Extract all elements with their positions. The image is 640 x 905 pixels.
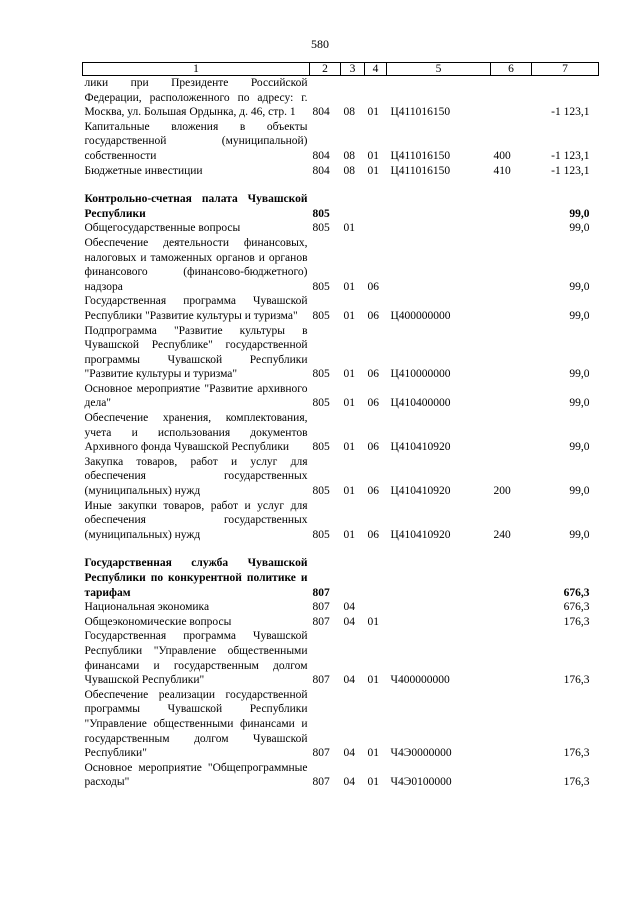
- cell-expense-type-code: [491, 688, 532, 761]
- cell-section-code: 01: [343, 368, 355, 381]
- cell-amount: 99,0: [569, 441, 590, 454]
- cell-description: Обеспечение деятельности финансовых, налоговых и таможенных органов и органов финансового (финансово-бюджетного) надзора: [84, 236, 308, 293]
- table-row: [83, 455, 599, 499]
- cell-section-code: 01: [343, 280, 355, 293]
- cell-chapter-code: 804: [312, 106, 330, 119]
- cell-target-article-code: Ч400000000: [390, 674, 450, 687]
- cell-target-article-code: [387, 600, 491, 615]
- cell-subsection-code: 06: [367, 485, 379, 498]
- cell-target-article-code: Ц410410920: [390, 485, 451, 498]
- table-row: [83, 221, 599, 236]
- cell-subsection-code: 01: [367, 615, 379, 628]
- cell-target-article-code: Ц400000000: [390, 309, 451, 322]
- cell-chapter-code: 805: [312, 528, 330, 541]
- cell-amount: 99,0: [569, 397, 590, 410]
- cell-section-code: 04: [343, 776, 355, 789]
- column-header-5: 5: [387, 63, 491, 76]
- cell-section-code: 01: [343, 528, 355, 541]
- cell-amount: 176,3: [563, 615, 590, 628]
- cell-section-code: 01: [343, 485, 355, 498]
- cell-section-code: 04: [343, 747, 355, 760]
- cell-target-article-code: Ц410400000: [390, 397, 451, 410]
- cell-description: Государственная служба Чувашской Республики по конкурентной политике и тарифам: [84, 557, 308, 599]
- cell-amount: 176,3: [563, 674, 590, 687]
- cell-expense-type-code: [491, 411, 532, 455]
- cell-expense-type-code: 400: [493, 149, 511, 162]
- cell-amount: 99,0: [569, 485, 590, 498]
- cell-target-article-code: [387, 221, 491, 236]
- table-row: [83, 615, 599, 630]
- cell-section-code: 01: [343, 309, 355, 322]
- budget-table: [82, 62, 599, 790]
- cell-target-article-code: [387, 615, 491, 630]
- cell-expense-type-code: [491, 236, 532, 294]
- table-row: [83, 600, 599, 615]
- cell-section-code: 01: [343, 397, 355, 410]
- cell-description: Контрольно-счетная палата Чувашской Республики: [84, 193, 308, 220]
- cell-target-article-code: Ц410000000: [390, 368, 451, 381]
- cell-amount: -1 123,1: [551, 149, 590, 162]
- cell-amount: 176,3: [563, 747, 590, 760]
- cell-subsection-code: 06: [367, 528, 379, 541]
- table-row: [83, 76, 599, 120]
- table-row: [83, 294, 599, 323]
- cell-description: Обеспечение хранения, комплектования, учета и использования документов Архивного фонда Чувашской Республики: [84, 412, 308, 454]
- cell-target-article-code: Ц411016150: [390, 164, 451, 177]
- cell-chapter-code: 805: [312, 280, 330, 293]
- cell-expense-type-code: [491, 761, 532, 790]
- cell-target-article-code: Ц410410920: [390, 528, 451, 541]
- cell-description: Бюджетные инвестиции: [84, 164, 203, 177]
- cell-expense-type-code: [491, 294, 532, 323]
- table-row: [83, 499, 599, 543]
- cell-amount: 676,3: [563, 586, 590, 599]
- table-row: [83, 761, 599, 790]
- spacer-row: [83, 178, 599, 192]
- cell-description: Закупка товаров, работ и услуг для обеспечения государственных (муниципальных) нужд: [84, 455, 308, 498]
- cell-section-code: 04: [343, 601, 355, 614]
- cell-expense-type-code: [491, 629, 532, 687]
- cell-subsection-code: [365, 556, 387, 600]
- cell-chapter-code: 807: [312, 601, 330, 614]
- column-header-7: 7: [532, 63, 599, 76]
- cell-section-code: 08: [343, 149, 355, 162]
- spacer-cell: [83, 178, 599, 192]
- table-row: [83, 629, 599, 687]
- cell-subsection-code: [365, 600, 387, 615]
- cell-chapter-code: 805: [312, 309, 330, 322]
- page-number: 580: [311, 37, 329, 51]
- cell-section-code: 08: [343, 164, 355, 177]
- cell-expense-type-code: [491, 192, 532, 221]
- cell-description: Подпрограмма "Развитие культуры в Чувашской Республике" государственной программы Чувашской Республики "Развитие культуры и туризма": [84, 324, 308, 381]
- cell-description: Капитальные вложения в объекты государственной (муниципальной) собственности: [84, 120, 308, 162]
- table-row: [83, 120, 599, 164]
- cell-subsection-code: 06: [367, 280, 379, 293]
- cell-section-code: [341, 192, 365, 221]
- cell-chapter-code: 805: [312, 397, 330, 410]
- cell-subsection-code: 06: [367, 368, 379, 381]
- cell-chapter-code: 807: [312, 615, 330, 628]
- table-row: [83, 688, 599, 761]
- section-header-row: [83, 192, 599, 221]
- table-row: [83, 164, 599, 179]
- cell-section-code: [341, 556, 365, 600]
- cell-target-article-code: Ч4Э0000000: [390, 747, 452, 760]
- cell-chapter-code: 805: [312, 441, 330, 454]
- cell-expense-type-code: 240: [493, 528, 511, 541]
- cell-section-code: 08: [343, 106, 355, 119]
- cell-amount: 99,0: [569, 309, 590, 322]
- cell-target-article-code: Ц411016150: [390, 149, 451, 162]
- cell-section-code: 01: [343, 222, 355, 235]
- table-body: [83, 76, 599, 790]
- cell-target-article-code: Ц411016150: [390, 106, 451, 119]
- cell-amount: 176,3: [563, 776, 590, 789]
- table-row: [83, 382, 599, 411]
- cell-expense-type-code: [491, 382, 532, 411]
- cell-chapter-code: 807: [312, 776, 330, 789]
- cell-chapter-code: 805: [312, 485, 330, 498]
- cell-amount: -1 123,1: [551, 106, 590, 119]
- table-header: [83, 63, 599, 76]
- cell-expense-type-code: [491, 600, 532, 615]
- cell-description: Национальная экономика: [84, 601, 210, 614]
- table-row: [83, 411, 599, 455]
- cell-subsection-code: 06: [367, 309, 379, 322]
- cell-description: Основное мероприятие "Развитие архивного дела": [84, 382, 308, 410]
- cell-target-article-code: [387, 236, 491, 294]
- table-row: [83, 236, 599, 294]
- cell-expense-type-code: [491, 221, 532, 236]
- cell-subsection-code: 01: [367, 776, 379, 789]
- cell-expense-type-code: 200: [493, 485, 511, 498]
- cell-chapter-code: 807: [312, 586, 330, 599]
- cell-amount: -1 123,1: [551, 164, 590, 177]
- cell-target-article-code: [387, 556, 491, 600]
- cell-expense-type-code: [491, 615, 532, 630]
- cell-amount: 99,0: [569, 368, 590, 381]
- section-header-row: [83, 556, 599, 600]
- cell-subsection-code: 01: [367, 674, 379, 687]
- column-header-2: 2: [310, 63, 341, 76]
- column-header-1: 1: [83, 63, 310, 76]
- cell-chapter-code: 807: [312, 747, 330, 760]
- cell-chapter-code: 805: [312, 222, 330, 235]
- cell-amount: 99,0: [569, 528, 590, 541]
- cell-description: Общеэкономические вопросы: [84, 615, 232, 628]
- cell-description: лики при Президенте Российской Федерации, расположенного по адресу: г. Москва, ул. Большая Ордынка, д. 46, стр. 1: [84, 77, 308, 119]
- cell-subsection-code: 01: [367, 149, 379, 162]
- column-header-3: 3: [341, 63, 365, 76]
- cell-chapter-code: 805: [312, 368, 330, 381]
- spacer-cell: [83, 542, 599, 556]
- column-header-6: 6: [491, 63, 532, 76]
- column-header-4: 4: [365, 63, 387, 76]
- cell-description: Обеспечение реализации государственной программы Чувашской Республики "Управление общественными финансами и государственным долгом Чувашской Республики": [84, 688, 308, 760]
- header-row: [83, 63, 599, 76]
- cell-chapter-code: 804: [312, 149, 330, 162]
- table-row: [83, 324, 599, 382]
- cell-description: Общегосударственные вопросы: [84, 222, 241, 235]
- cell-amount: 99,0: [569, 222, 590, 235]
- cell-target-article-code: Ч4Э0100000: [390, 776, 452, 789]
- cell-subsection-code: 01: [367, 747, 379, 760]
- cell-section-code: 04: [343, 674, 355, 687]
- cell-amount: 99,0: [569, 207, 590, 220]
- cell-section-code: 01: [343, 441, 355, 454]
- cell-chapter-code: 805: [312, 207, 330, 220]
- cell-description: Иные закупки товаров, работ и услуг для обеспечения государственных (муниципальных) нужд: [84, 499, 308, 541]
- cell-expense-type-code: [491, 324, 532, 382]
- cell-description: Государственная программа Чувашской Республики "Управление общественными финансами и государственным долгом Чувашской Республики": [84, 630, 308, 687]
- cell-chapter-code: 804: [312, 164, 330, 177]
- cell-subsection-code: [365, 221, 387, 236]
- cell-expense-type-code: [491, 556, 532, 600]
- cell-amount: 99,0: [569, 280, 590, 293]
- cell-subsection-code: 01: [367, 164, 379, 177]
- cell-section-code: 04: [343, 615, 355, 628]
- cell-expense-type-code: 410: [493, 164, 511, 177]
- cell-description: Основное мероприятие "Общепрограммные расходы": [84, 761, 308, 789]
- cell-subsection-code: 06: [367, 441, 379, 454]
- cell-target-article-code: [387, 192, 491, 221]
- cell-amount: 676,3: [563, 601, 590, 614]
- cell-description: Государственная программа Чувашской Республики "Развитие культуры и туризма": [84, 295, 308, 322]
- spacer-row: [83, 542, 599, 556]
- cell-target-article-code: Ц410410920: [390, 441, 451, 454]
- cell-expense-type-code: [491, 76, 532, 120]
- cell-subsection-code: 06: [367, 397, 379, 410]
- cell-chapter-code: 807: [312, 674, 330, 687]
- cell-subsection-code: [365, 192, 387, 221]
- cell-subsection-code: 01: [367, 106, 379, 119]
